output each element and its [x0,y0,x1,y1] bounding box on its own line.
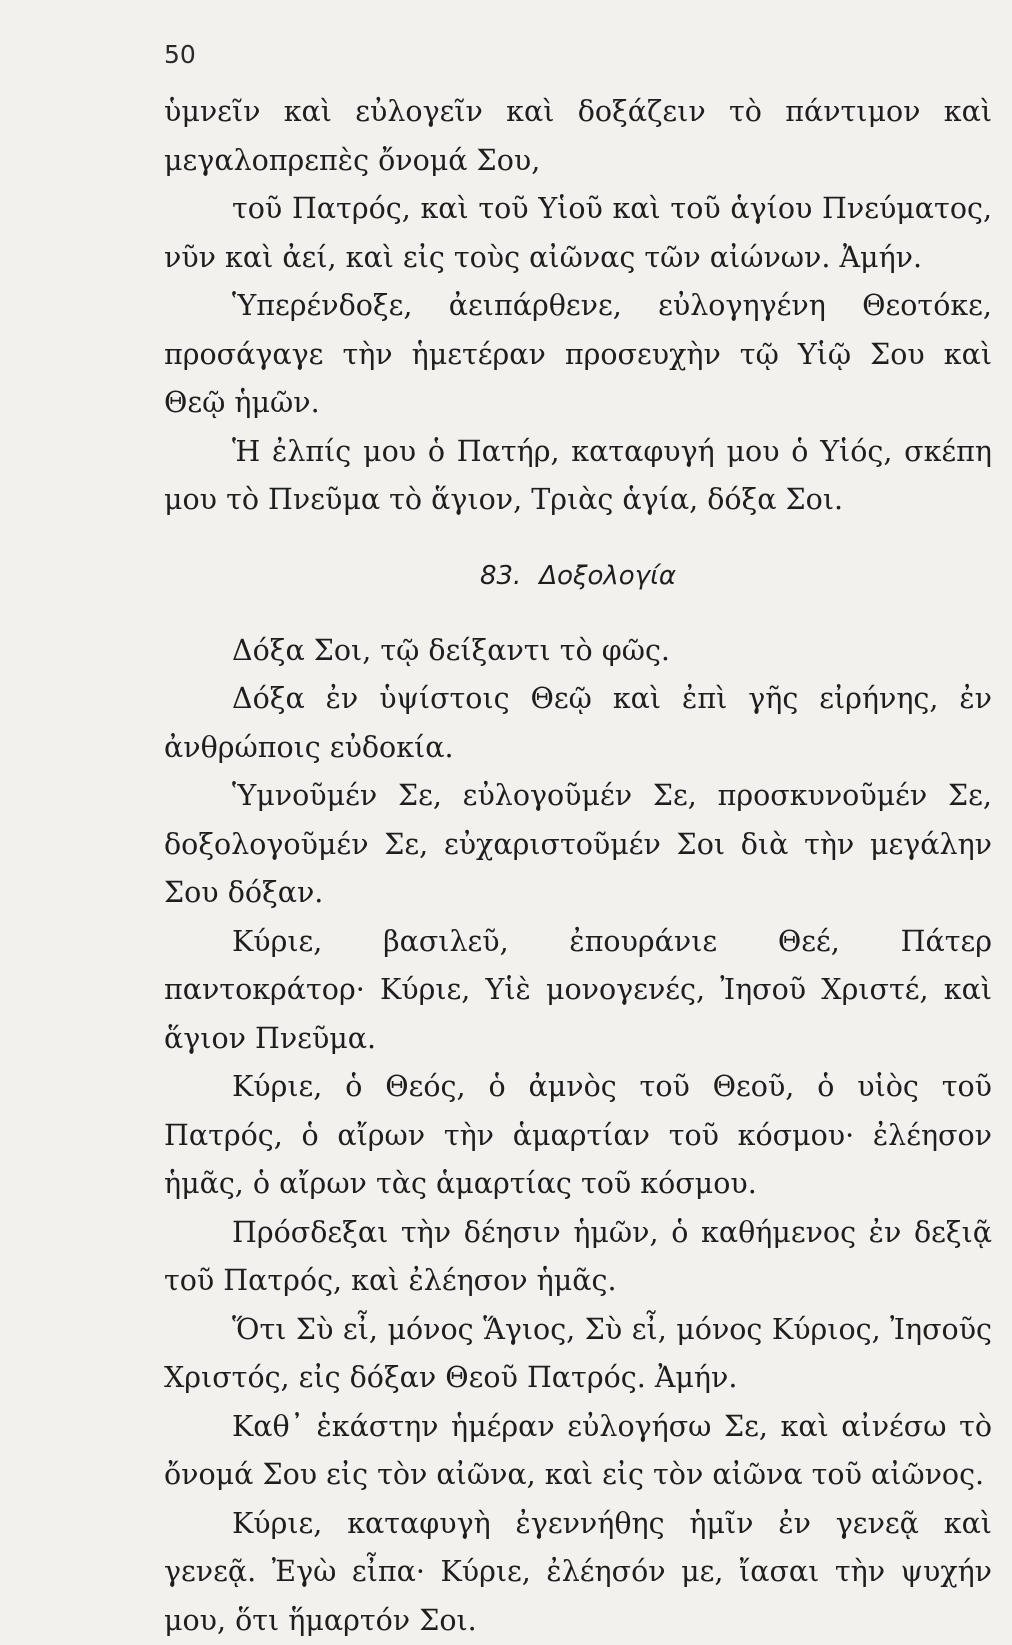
paragraph: Ὅτι Σὺ εἶ, μόνος Ἅγιος, Σὺ εἶ, μόνος Κύριος, Ἰησοῦς Χριστός, εἰς δόξαν Θεοῦ Πατρός. Ἀμήν. [164,1306,992,1403]
paragraph: Κύριε, καταφυγὴ ἐγεννήθης ἡμῖν ἐν γενεᾷ καὶ γενεᾷ. Ἐγὼ εἶπα· Κύριε, ἐλέησόν με, ἴασαι τὴν ψυχήν μου, ὅτι ἥμαρτόν Σοι. [164,1500,992,1645]
paragraph: Ὑπερένδοξε, ἀειπάρθενε, εὐλογηγένη Θεοτόκε, προσάγαγε τὴν ἡμετέραν προσευχὴν τῷ Υἱῷ Σου καὶ Θεῷ ἡμῶν. [164,282,992,428]
paragraph: Δόξα Σοι, τῷ δείξαντι τὸ φῶς. [164,627,992,676]
section-number: 83. [480,552,521,601]
page-number: 50 [164,40,196,69]
text-block-upper [164,88,992,1645]
paragraph: Ἡ ἐλπίς μου ὁ Πατήρ, καταφυγή μου ὁ Υἱός, σκέπη μου τὸ Πνεῦμα τὸ ἅγιον, Τριὰς ἁγία, δόξα Σοι. [164,428,992,525]
paragraph: Ὑμνοῦμέν Σε, εὐλογοῦμέν Σε, προσκυνοῦμέν Σε, δοξολογοῦμέν Σε, εὐχαριστοῦμέν Σοι διὰ τὴν μεγάλην Σου δόξαν. [164,772,992,918]
paragraph: ὑμνεῖν καὶ εὐλογεῖν καὶ δοξάζειν τὸ πάντιμον καὶ μεγαλοπρεπὲς ὄνομά Σου, [164,88,992,185]
paragraph: Δόξα ἐν ὑψίστοις Θεῷ καὶ ἐπὶ γῆς εἰρήνης, ἐν ἀνθρώποις εὐδοκία. [164,675,992,772]
paragraph: Πρόσδεξαι τὴν δέησιν ἡμῶν, ὁ καθήμενος ἐν δεξιᾷ τοῦ Πατρός, καὶ ἐλέησον ἡμᾶς. [164,1209,992,1306]
paragraph: τοῦ Πατρός, καὶ τοῦ Υἱοῦ καὶ τοῦ ἁγίου Πνεύματος, νῦν καὶ ἀεί, καὶ εἰς τοὺς αἰῶνας τῶν αἰώνων. Ἀμήν. [164,185,992,282]
section-heading [164,529,992,625]
paragraph: Κύριε, ὁ Θεός, ὁ ἀμνὸς τοῦ Θεοῦ, ὁ υἱὸς τοῦ Πατρός, ὁ αἴρων τὴν ἁμαρτίαν τοῦ κόσμου· ἐλέησον ἡμᾶς, ὁ αἴρων τὰς ἁμαρτίας τοῦ κόσμου. [164,1063,992,1209]
paragraph: Κύριε, βασιλεῦ, ἐπουράνιε Θεέ, Πάτερ παντοκράτορ· Κύριε, Υἱὲ μονογενές, Ἰησοῦ Χριστέ, καὶ ἅγιον Πνεῦμα. [164,918,992,1064]
section-title: Δοξολογία [539,552,676,601]
paragraph: Καθ᾽ ἑκάστην ἡμέραν εὐλογήσω Σε, καὶ αἰνέσω τὸ ὄνομά Σου εἰς τὸν αἰῶνα, καὶ εἰς τὸν αἰῶνα τοῦ αἰῶνος. [164,1403,992,1500]
